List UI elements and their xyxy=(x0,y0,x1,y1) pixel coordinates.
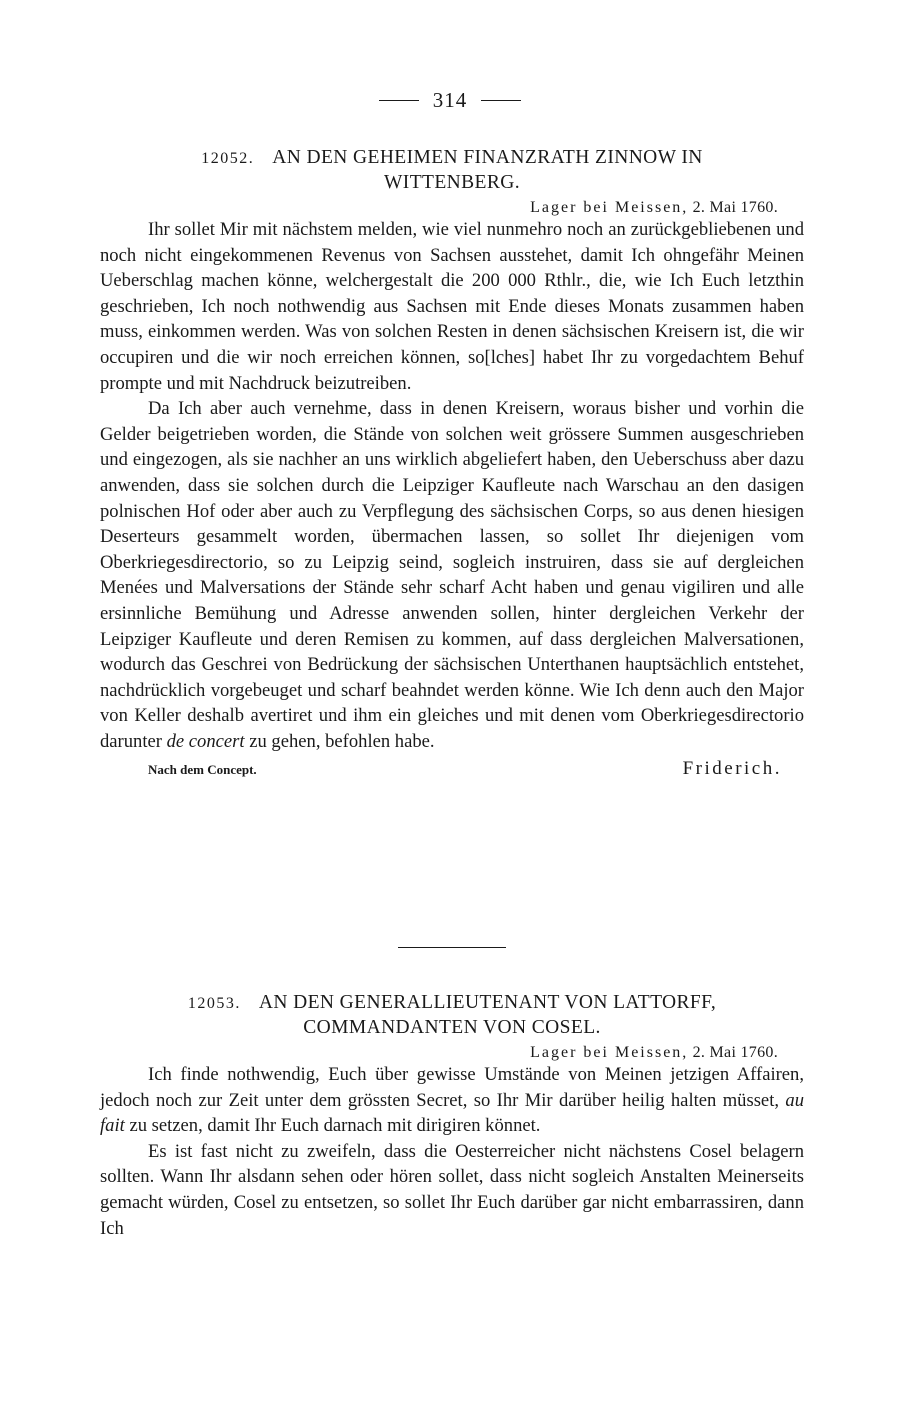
italic-phrase: au fait xyxy=(100,1089,804,1137)
separator-rule xyxy=(398,947,506,948)
dateline xyxy=(100,199,804,217)
paragraph-2-end: zu gehen, befohlen habe. xyxy=(249,730,435,752)
paragraph-1-text: Ich finde nothwendig, Euch über gewisse Umstände von Meinen jetzigen Affairen, jedoch noch zur Zeit unter dem grössten Secret, so Ihr Mir darüber heilig halten müsset, xyxy=(100,1064,804,1111)
signature: Friderich. xyxy=(682,758,782,780)
paragraph-2-text: Da Ich aber auch vernehme, dass in denen Kreisern, woraus bisher und vorhin die Gelder beigetrieben worden, die Stände von solchen weit grössere Summen ausgeschrieben und eingezogen, als sie nachher an uns wirklich abgeliefert haben, den Ueberschuss aber dazu anwenden, dass sie solchen durch die Leipziger Kaufleute nach Warschau an den dasigen polnischen Hof oder aber auch zu Verpflegung des sächsischen Corps, so aus denen hiesigen Deserteurs gesammelt worden, übermachen lassen, so sollet Ihr diejenigen vom Oberkriegesdirectorio, so zu Leipzig seind, sogleich instruiren, dass sie auf dergleichen Menées und Malversations der Stände sehr scharf Acht haben und genau vigiliren und alle ersinnliche Bemühung und Adresse anwenden sollen, hinter dergleichen Verkehr der Leipziger Kaufleute und deren Remisen zu kommen, auf dass dergleichen Malversationen, wodurch das Geschrei von Bedrückung der sächsischen Unterthanen hauptsächlich entstehet, nachdrücklich vorgebeuget und scharf beahndet werden könne. Wie Ich denn auch den Major von Keller deshalb avertiret und ihm ein gleiches und mit denen vom Oberkriegesdirectorio darunter xyxy=(100,398,804,752)
paragraph-2 xyxy=(100,396,804,754)
document-12052 xyxy=(100,146,804,780)
paragraph-1 xyxy=(100,1062,804,1139)
header-dash-right xyxy=(481,100,521,101)
heading-line-2: COMMANDANTEN VON COSEL. xyxy=(303,1017,601,1038)
document-12053 xyxy=(100,991,804,1241)
document-footer xyxy=(100,758,804,780)
document-heading xyxy=(100,146,804,195)
paragraph-2: Es ist fast nicht zu zweifeln, dass die Oesterreicher nicht nächstens Cosel belagern sollten. Wann Ihr alsdann sehen oder hören sollet, dass nicht sogleich Anstalten Meinerseits gemacht würden, Cosel zu entsetzen, so sollet Ihr Euch darüber gar nicht embarrassiren, dann Ich xyxy=(100,1140,804,1239)
paragraph-1: Ihr sollet Mir mit nächstem melden, wie viel nunmehro noch an zurückgebliebenen und noch nicht eingekommenen Revenus von Sachsen ausstehet, damit Ich ohngefähr Meinen Ueberschlag machen könne, welchergestalt die 200 000 Rthlr., die, wie Ich Euch letzthin geschrieben, Ich noch nothwendig aus Sachsen mit Ende dieses Monats zusammen haben muss, einkommen werden. Was von solchen Resten in denen sächsischen Kreisern ist, die wir occupiren und die wir noch erreichen können, so[lches] habet Ihr zu vorgedachtem Behuf prompte und mit Nachdruck beizutreiben. xyxy=(100,219,804,394)
italic-phrase: de concert xyxy=(166,730,245,752)
heading-line-1: AN DEN GEHEIMEN FINANZRATH ZINNOW IN xyxy=(272,147,703,168)
document-number: 12053. xyxy=(187,995,241,1012)
heading-line-1: AN DEN GENERALLIEUTENANT VON LATTORFF, xyxy=(258,992,717,1013)
dateline-place: Lager bei Meissen, xyxy=(530,1044,689,1061)
dateline-place: Lager bei Meissen, xyxy=(530,199,689,216)
paragraph-1-end: zu setzen, damit Ihr Euch darnach mit dirigiren könnet. xyxy=(129,1115,541,1137)
document-heading xyxy=(100,991,804,1040)
heading-line-2: WITTENBERG. xyxy=(384,172,520,193)
dateline-date: 2. Mai 1760. xyxy=(692,199,778,216)
dateline xyxy=(100,1044,804,1062)
dateline-date: 2. Mai 1760. xyxy=(692,1044,778,1061)
source-note: Nach dem Concept. xyxy=(148,762,257,778)
header-dash-left xyxy=(379,100,419,101)
page-number: 314 xyxy=(432,88,468,112)
page-header xyxy=(0,88,900,113)
document-number: 12052. xyxy=(201,150,255,167)
